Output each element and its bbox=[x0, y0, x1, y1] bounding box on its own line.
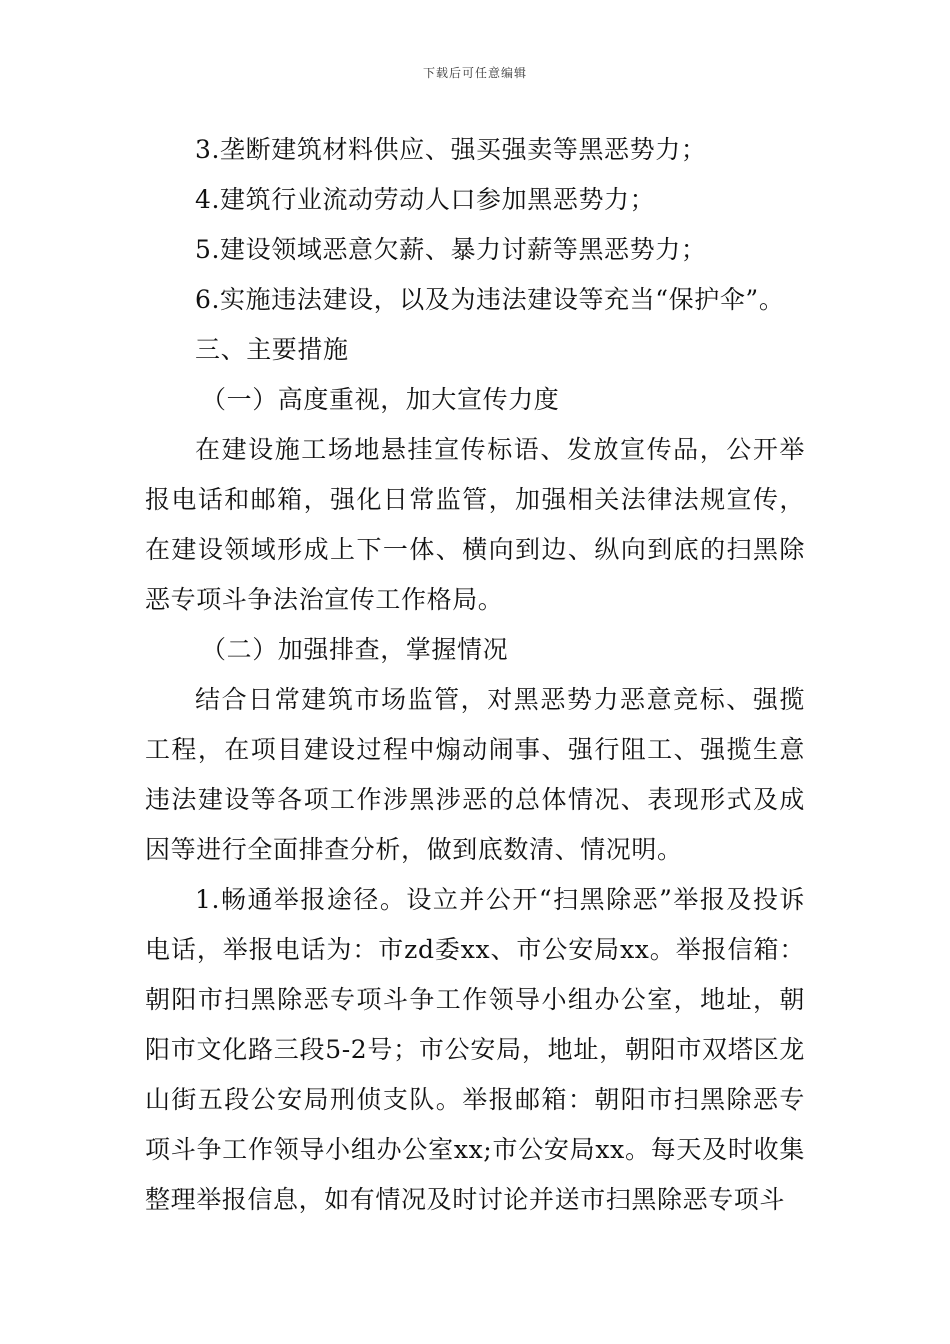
list-item-6: 6.实施违法建设，以及为违法建设等充当“保护伞”。 bbox=[195, 285, 785, 314]
list-item-4: 4.建筑行业流动劳动人口参加黑恶势力； bbox=[195, 185, 656, 214]
body-paragraph-publicity: 在建设施工场地悬挂宣传标语、发放宣传品，公开举报电话和邮箱，强化日常监管，加强相关法律法规宣传，在建设领域形成上下一体、横向到边、纵向到底的扫黑除恶专项斗争法治宣传工作格局。 bbox=[145, 435, 805, 614]
document-body bbox=[145, 125, 805, 1225]
list-item-5: 5.建设领域恶意欠薪、暴力讨薪等黑恶势力； bbox=[195, 235, 707, 264]
page-header: 下载后可任意编辑 bbox=[422, 66, 527, 80]
section-heading-main-measures: 三、主要措施 bbox=[195, 335, 349, 364]
body-paragraph-reporting-channels: 1.畅通举报途径。设立并公开“扫黑除恶”举报及投诉电话，举报电话为：市zd委xx、市公安局xx。举报信箱：朝阳市扫黑除恶专项斗争工作领导小组办公室，地址，朝阳市文化路三段5-2号；市公安局，地址，朝阳市双塔区龙山街五段公安局刑侦支队。举报邮箱：朝阳市扫黑除恶专项斗争工作领导小组办公室xx;市公安局xx。每天及时收集整理举报信息，如有情况及时讨论并送市扫黑除恶专项斗 bbox=[145, 885, 805, 1214]
body-paragraph-investigation: 结合日常建筑市场监管，对黑恶势力恶意竞标、强揽工程，在项目建设过程中煽动闹事、强行阻工、强揽生意违法建设等各项工作涉黑涉恶的总体情况、表现形式及成因等进行全面排查分析，做到底数清、情况明。 bbox=[145, 685, 805, 864]
subsection-heading-1: （一）高度重视，加大宣传力度 bbox=[201, 385, 560, 414]
subsection-heading-2: （二）加强排查，掌握情况 bbox=[201, 635, 509, 664]
list-item-3: 3.垄断建筑材料供应、强买强卖等黑恶势力； bbox=[195, 135, 707, 164]
